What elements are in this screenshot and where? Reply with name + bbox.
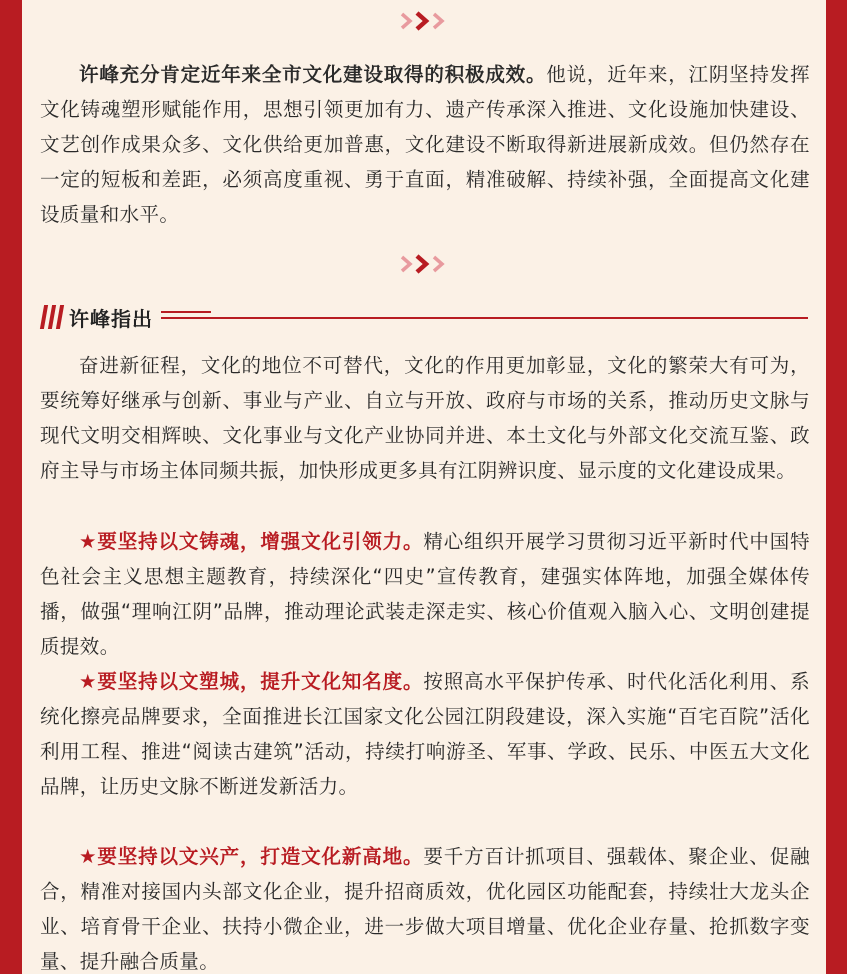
paragraph-body: 要千方百计抓项目、强载体、聚企业、促融合，精准对接国内头部文化企业，提升招商质效，优化园区功能配套，持续壮大龙头企业、培育骨干企业、扶持小微企业，进一步做大项目增量、优化企业存量、抢抓数字变量、提升融合质量。 (40, 845, 810, 973)
section-divider (22, 253, 826, 275)
section-title: 许峰指出 (69, 306, 153, 331)
heading-rule (161, 311, 808, 323)
paragraph-point-1 (40, 524, 810, 664)
triple-chevron-right-icon (399, 253, 449, 275)
article-page (22, 0, 826, 974)
paragraph-point-2 (40, 664, 810, 804)
paragraph-achievements (40, 57, 810, 232)
paragraph-lead: ★要坚持以文兴产，打造文化新高地。 (79, 845, 424, 868)
paragraph-body: 精心组织开展学习贯彻习近平新时代中国特色社会主义思想主题教育，持续深化“四史”宣传教育，建强实体阵地，加强全媒体传播，做强“理响江阴”品牌，推动理论武装走深走实、核心价值观入脑入心、文明创建提质提效。 (40, 530, 810, 658)
paragraph-lead: ★要坚持以文铸魂，增强文化引领力。 (79, 530, 424, 553)
paragraph-body: 奋进新征程，文化的地位不可替代，文化的作用更加彰显，文化的繁荣大有可为，要统筹好继承与创新、事业与产业、自立与开放、政府与市场的关系，推动历史文脉与现代文明交相辉映、文化事业与文化产业协同并进、本土文化与外部文化交流互鉴、政府主导与市场主体同频共振，加快形成更多具有江阴辨识度、显示度的文化建设成果。 (40, 354, 810, 482)
paragraph-point-3 (40, 839, 810, 974)
paragraph-body: 按照高水平保护传承、时代化活化利用、系统化擦亮品牌要求，全面推进长江国家文化公园江阴段建设，深入实施“百宅百院”活化利用工程、推进“阅读古建筑”活动，持续打响游圣、军事、学政、民乐、中医五大文化品牌，让历史文脉不断迸发新活力。 (40, 670, 810, 798)
paragraph-pointed-out (40, 348, 810, 488)
paragraph-body: 他说，近年来，江阴坚持发挥文化铸魂塑形赋能作用，思想引领更加有力、遗产传承深入推进、文化设施加快建设、文艺创作成果众多、文化供给更加普惠，文化建设不断取得新进展新成效。但仍然存在一定的短板和差距，必须高度重视、勇于直面，精准破解、持续补强，全面提高文化建设质量和水平。 (40, 63, 811, 226)
paragraph-lead: ★要坚持以文塑城，提升文化知名度。 (79, 670, 424, 693)
paragraph-lead: 许峰充分肯定近年来全市文化建设取得的积极成效。 (79, 63, 547, 86)
section-divider (22, 10, 826, 32)
heading-bars-icon (42, 305, 62, 329)
section-heading (42, 302, 808, 332)
triple-chevron-right-icon (399, 10, 449, 32)
